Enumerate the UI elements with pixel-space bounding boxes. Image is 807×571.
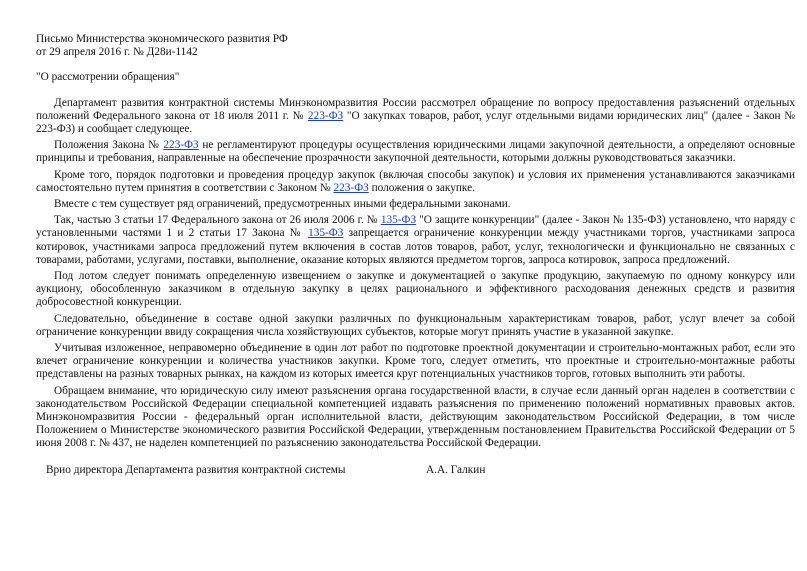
paragraph-text: Обращаем внимание, что юридическую силу имеют разъяснения органа государственной власти, в случае если данный орган наделен в соответствии с законодательством Российской Федерации специальной компетенцией издавать разъяснения по применению положений нормативных правовых актов. Минэкономразвития России - федеральный орган исполнительной власти, действующим законодательством Российской Федерации, в том числе Положением о Министерстве экономического развития Российской Федерации, утвержденным постановлением Правительства Российской Федерации от 5 июня 2008 г. № 437, не наделен компетенцией по разъяснению законодательства Российской Федерации. bbox=[36, 384, 795, 450]
paragraph-text: Департамент развития контрактной системы Минэкономразвития России рассмотрел обращение по вопросу предоставления разъяснений отдельных положений Федерального закона от 18 июля 2011 г. № bbox=[36, 96, 795, 122]
law-reference-link[interactable]: 223-ФЗ bbox=[163, 139, 199, 152]
paragraph-text: Учитывая изложенное, неправомерно объединение в один лот работ по подготовке проектной документации и строительно-монтажных работ, если это влечет ограничение конкуренции и количества участников закупки. Кроме того, следует отметить, что проектные и строительно-монтажные работы представлены на разных товарных рынках, на каждом из которых имеется круг потенциальных участников торгов, готовых выполнить эти работы. bbox=[36, 342, 795, 381]
law-reference-link[interactable]: 135-ФЗ bbox=[308, 227, 344, 240]
paragraph-text: Кроме того, порядок подготовки и проведения процедур закупок (включая способы закупок) и условия их применения устанавливаются заказчиками самостоятельно путем принятия в соответствии с Законом № bbox=[36, 168, 795, 194]
paragraph bbox=[36, 385, 795, 451]
paragraph-text: Под лотом следует понимать определенную извещением о закупке и документацией о закупке продукцию, закупаемую по одному конкурсу или аукциону, обособленную заказчиком в отдельную закупку в целях рационального и эффективного расходования денежных средств и развития добросовестной конкуренции. bbox=[36, 270, 795, 309]
paragraph bbox=[36, 342, 795, 382]
law-reference-link[interactable]: 223-ФЗ bbox=[333, 181, 369, 194]
paragraph-text: Следовательно, объединение в составе одной закупки различных по функциональным характеристикам товаров, работ, услуг влечет за собой ограничение конкуренции ввиду сокращения числа хозяйствующих субъектов, которые могут принять участие в указанной закупке. bbox=[36, 312, 795, 338]
paragraph-text: не регламентируют процедуры осуществления юридическими лицами закупочной деятельности, а определяют основные принципы и требования, направленные на обеспечение прозрачности закупочной деятельности, которыми должны руководствоваться заказчики. bbox=[36, 139, 795, 165]
paragraph bbox=[36, 214, 795, 267]
signature-block bbox=[36, 464, 795, 477]
paragraph bbox=[36, 198, 795, 211]
letter-body bbox=[36, 97, 795, 451]
paragraph-text: "О защите конкуренции" (далее - Закон № 135-ФЗ) установлено, что наряду с установленными частями 1 и 2 статьи 17 Закона № bbox=[36, 214, 795, 240]
paragraph bbox=[36, 97, 795, 137]
law-reference-link[interactable]: 135-ФЗ bbox=[380, 214, 417, 227]
law-reference-link[interactable]: 223-ФЗ bbox=[307, 109, 344, 122]
letter-title: "О рассмотрении обращения" bbox=[36, 71, 180, 84]
paragraph bbox=[36, 169, 795, 195]
signatory-role: Врио директора Департамента развития контрактной системы bbox=[46, 463, 346, 476]
paragraph-text: Вместе с тем существует ряд ограничений, предусмотренных иными федеральными законами. bbox=[54, 198, 511, 211]
signatory-name: А.А. Галкин bbox=[426, 463, 486, 476]
paragraph-text: Положения Закона № bbox=[54, 139, 164, 152]
paragraph bbox=[36, 270, 795, 310]
paragraph-text: Так, частью 3 статьи 17 Федерального закона от 26 июля 2006 г. № bbox=[54, 214, 381, 227]
letter-header-line-1: Письмо Министерства экономического развития РФ bbox=[36, 33, 288, 45]
paragraph-text: запрещается ограничение конкуренции между участниками торгов, участниками запроса котировок, участниками запроса предложений путем включения в состав лотов товаров, работ, услуг, технологически и функционально не связанных с товарами, работами, услугами, поставки, выполнение, оказание которых являются предметом торгов, запроса котировок, запроса предложений. bbox=[36, 227, 795, 266]
letter-header-line-2: от 29 апреля 2016 г. № Д28и-1142 bbox=[36, 46, 198, 59]
paragraph-text: положения о закупке. bbox=[368, 181, 475, 194]
paragraph bbox=[36, 139, 795, 165]
paragraph-text: "О закупках товаров, работ, услуг отдельными видами юридических лиц" (далее - Закон № 223-ФЗ) и сообщает следующее. bbox=[36, 109, 796, 136]
paragraph bbox=[36, 313, 795, 339]
